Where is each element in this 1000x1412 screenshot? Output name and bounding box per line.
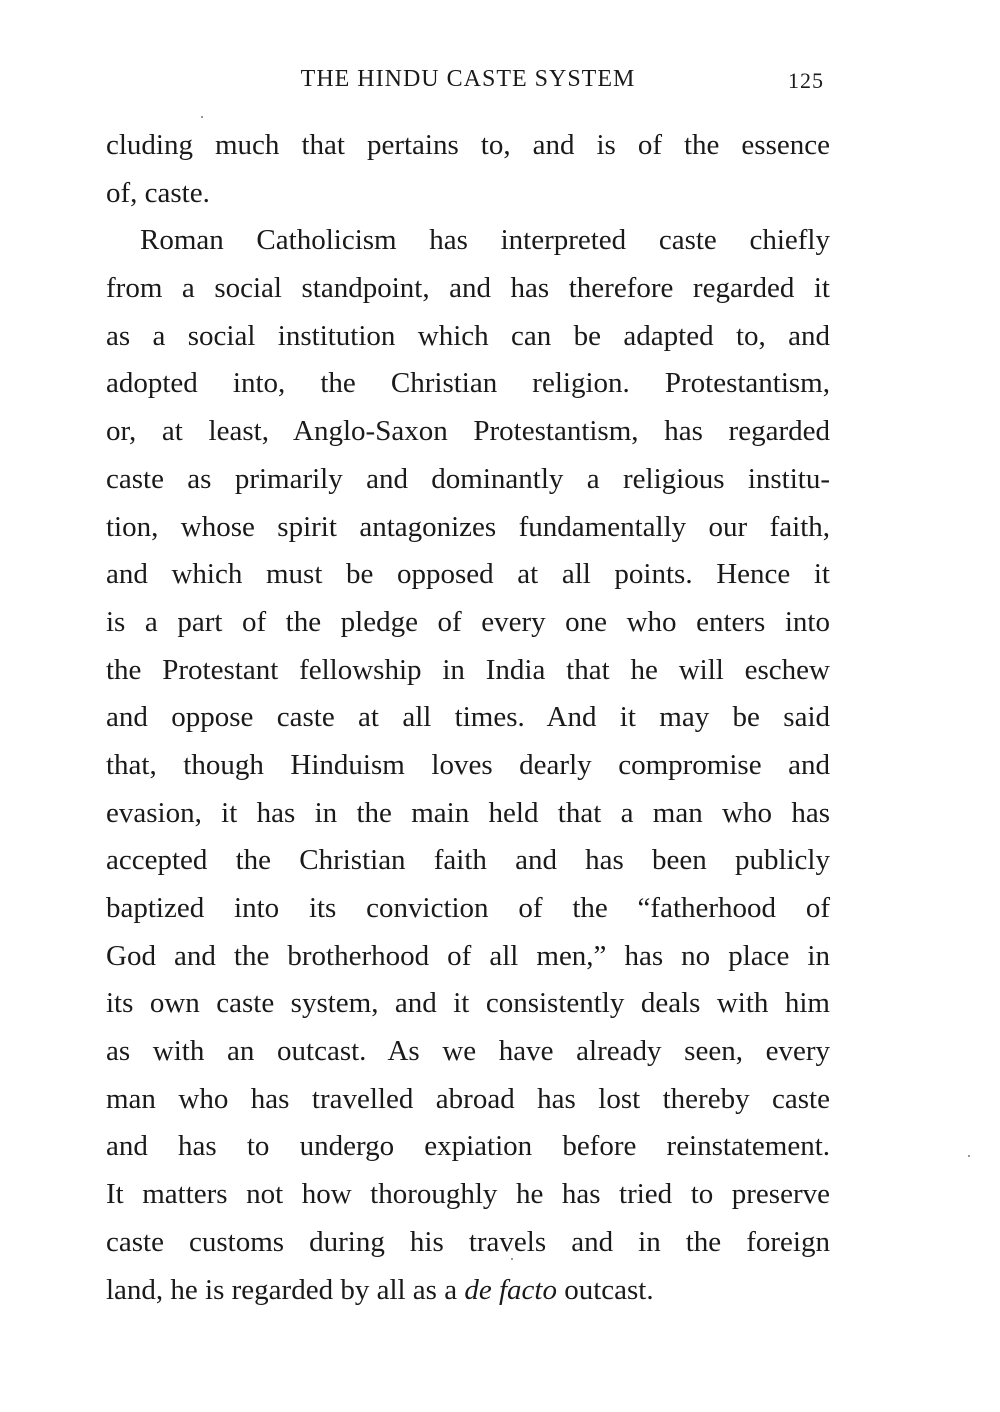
text-line: its own caste system, and it consistently deals with him	[106, 987, 830, 1020]
text-line: and oppose caste at all times. And it may be said	[106, 701, 830, 734]
scan-speck	[968, 1155, 970, 1157]
scan-speck	[201, 116, 203, 118]
final-text-line	[106, 1267, 830, 1315]
text-line: caste customs during his travels and in the foreign	[106, 1225, 830, 1258]
text-line: accepted the Christian faith and has been publicly	[106, 844, 830, 877]
text-line: Roman Catholicism has interpreted caste chiefly	[140, 224, 830, 257]
scan-speck	[511, 1258, 513, 1260]
text-line: adopted into, the Christian religion. Protestantism,	[106, 367, 830, 400]
text-line: or, at least, Anglo-Saxon Protestantism, has regarded	[106, 415, 830, 448]
text-line: cluding much that pertains to, and is of the essence	[106, 129, 830, 161]
text-line: that, though Hinduism loves dearly compromise and	[106, 748, 830, 781]
final-line-start: land, he is regarded by all as a	[106, 1273, 465, 1306]
running-title: THE HINDU CASTE SYSTEM	[300, 66, 636, 92]
text-line: baptized into its conviction of the “fatherhood of	[106, 892, 830, 924]
italic-phrase: de facto	[464, 1273, 557, 1306]
text-line: as with an outcast. As we have already seen, every	[106, 1035, 830, 1068]
text-line: of, caste.	[106, 176, 210, 209]
text-line: evasion, it has in the main held that a man who has	[106, 796, 830, 829]
text-line: man who has travelled abroad has lost thereby caste	[106, 1082, 830, 1115]
text-line: caste as primarily and dominantly a religious institu-	[106, 462, 830, 495]
final-line-end: outcast.	[556, 1273, 654, 1306]
text-line: from a social standpoint, and has therefore regarded it	[106, 272, 830, 305]
text-line: It matters not how thoroughly he has tried to preserve	[106, 1178, 830, 1211]
text-line: as a social institution which can be adapted to, and	[106, 319, 830, 352]
page-number: 125	[788, 68, 824, 93]
text-line: the Protestant fellowship in India that he will eschew	[106, 653, 830, 686]
text-line: tion, whose spirit antagonizes fundamentally our faith,	[106, 510, 830, 543]
paragraph-roman-catholicism	[106, 217, 830, 1314]
text-line: is a part of the pledge of every one who enters into	[106, 605, 830, 638]
running-header	[106, 62, 830, 96]
paragraph-continuation	[106, 122, 830, 217]
body-text	[106, 122, 830, 1314]
text-line: and has to undergo expiation before reinstatement.	[106, 1130, 830, 1163]
text-line: and which must be opposed at all points. Hence it	[106, 558, 830, 591]
text-line: God and the brotherhood of all men,” has no place in	[106, 939, 830, 972]
